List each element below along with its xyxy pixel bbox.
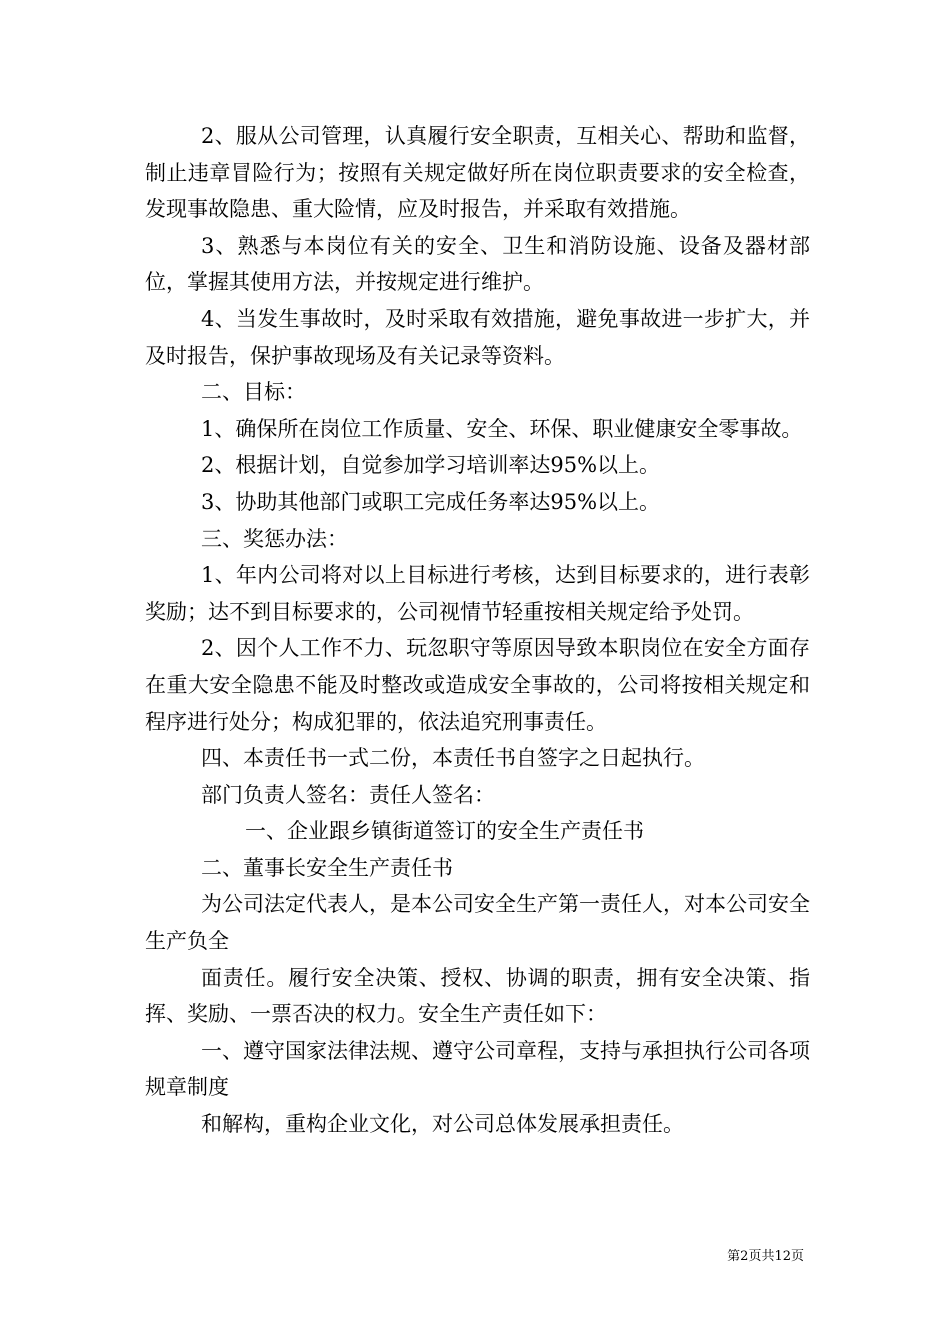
paragraph-goal-3: 3、协助其他部门或职工完成任务率达95%以上。 xyxy=(201,489,661,514)
document-body xyxy=(145,118,810,1143)
paragraph-3: 4、当发生事故时，及时采取有效措施，避免事故进一步扩大，并及时报告，保护事故现场及有关记录等资料。 xyxy=(145,306,810,368)
subheading-enterprise: 一、企业跟乡镇街道签订的安全生产责任书 xyxy=(245,819,644,844)
paragraph-chairman-3: 一、遵守国家法律法规、遵守公司章程，支持与承担执行公司各项规章制度 xyxy=(145,1038,810,1100)
paragraph-goal-1: 1、确保所在岗位工作质量、安全、环保、职业健康安全零事故。 xyxy=(201,416,803,441)
section-heading-rewards: 三、奖惩办法： xyxy=(201,526,348,551)
page-number-footer: 第2页共12页 xyxy=(727,1249,804,1264)
section-heading-goals: 二、目标： xyxy=(201,380,306,405)
paragraph-section-4: 四、本责任书一式二份，本责任书自签字之日起执行。 xyxy=(201,746,705,771)
signature-line: 部门负责人签名：责任人签名： xyxy=(201,782,495,807)
paragraph-chairman-1: 为公司法定代表人，是本公司安全生产第一责任人，对本公司安全生产负全 xyxy=(145,892,810,954)
paragraph-reward-2: 2、因个人工作不力、玩忽职守等原因导致本职岗位在安全方面存在重大安全隐患不能及时整改或造成安全事故的，公司将按相关规定和程序进行处分；构成犯罪的，依法追究刑事责任。 xyxy=(145,636,810,734)
paragraph-chairman-4: 和解构，重构企业文化，对公司总体发展承担责任。 xyxy=(201,1112,684,1137)
subheading-chairman: 二、董事长安全生产责任书 xyxy=(201,855,453,880)
paragraph-2: 3、熟悉与本岗位有关的安全、卫生和消防设施、设备及器材部位，掌握其使用方法，并按规定进行维护。 xyxy=(145,233,810,295)
paragraph-1: 2、服从公司管理，认真履行安全职责，互相关心、帮助和监督，制止违章冒险行为；按照有关规定做好所在岗位职责要求的安全检查，发现事故隐患、重大险情，应及时报告，并采取有效措施。 xyxy=(145,124,810,222)
paragraph-chairman-2: 面责任。履行安全决策、授权、协调的职责，拥有安全决策、指挥、奖励、一票否决的权力。安全生产责任如下： xyxy=(145,965,810,1027)
paragraph-goal-2: 2、根据计划，自觉参加学习培训率达95%以上。 xyxy=(201,453,661,478)
paragraph-reward-1: 1、年内公司将对以上目标进行考核，达到目标要求的，进行表彰奖励；达不到目标要求的，公司视情节轻重按相关规定给予处罚。 xyxy=(145,563,810,624)
